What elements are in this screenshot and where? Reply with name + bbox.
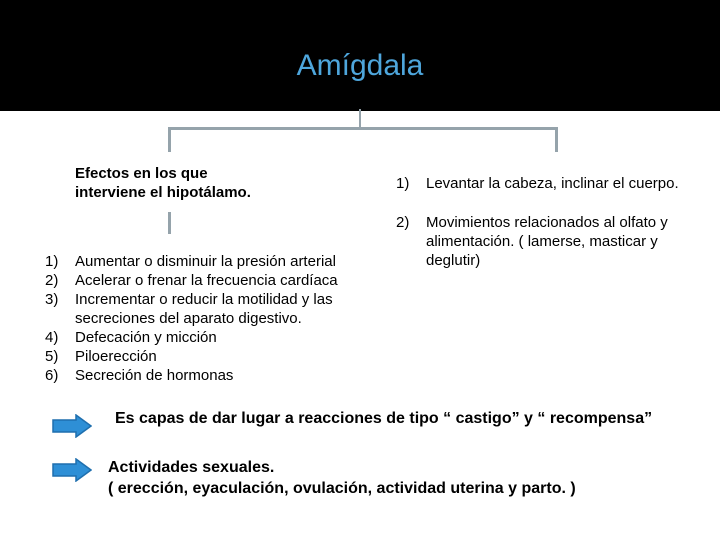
note-sexual-detail: ( erección, eyaculación, ovulación, actividad uterina y parto. ) <box>108 480 576 497</box>
list-item <box>45 252 365 271</box>
connector-left-drop <box>168 127 171 152</box>
list-number: 1) <box>45 253 59 270</box>
arrow-shape <box>53 415 91 437</box>
list-number: 5) <box>45 348 59 365</box>
connector-horizontal <box>168 127 558 130</box>
right-arrow-icon <box>52 414 92 438</box>
connector-left-sub <box>168 212 171 234</box>
list-text: Defecación y micción <box>75 329 217 346</box>
list-text: Secreción de hormonas <box>75 367 234 384</box>
list-text: Aumentar o disminuir la presión arterial <box>75 253 336 270</box>
list-item <box>45 366 365 385</box>
list-text: Levantar la cabeza, inclinar el cuerpo. <box>426 175 679 192</box>
list-item <box>45 328 365 347</box>
list-number: 2) <box>45 272 59 289</box>
connector-right-drop <box>555 127 558 152</box>
left-list <box>45 252 365 385</box>
list-item <box>45 271 365 290</box>
list-number: 6) <box>45 367 59 384</box>
list-item <box>396 174 688 193</box>
note-castigo-recompensa: Es capas de dar lugar a reacciones de tipo “ castigo” y “ recompensa” <box>115 410 653 427</box>
left-heading: Efectos en los que interviene el hipotálamo. <box>75 165 251 201</box>
connector-stem <box>359 109 361 129</box>
list-item <box>396 213 688 270</box>
title-banner <box>0 0 720 111</box>
list-text: Acelerar o frenar la frecuencia cardíaca <box>75 272 338 289</box>
list-number: 2) <box>396 214 410 231</box>
arrow-shape <box>53 459 91 481</box>
list-item <box>45 290 365 328</box>
list-text: Movimientos relacionados al olfato y alimentación. ( lamerse, masticar y deglutir) <box>426 214 668 269</box>
slide-title: Amígdala <box>296 49 424 82</box>
note-sexual-heading: Actividades sexuales. <box>108 459 275 476</box>
list-number: 4) <box>45 329 59 346</box>
list-number: 1) <box>396 175 410 192</box>
right-arrow-icon <box>52 458 92 482</box>
list-number: 3) <box>45 291 59 308</box>
list-text: Piloerección <box>75 348 157 365</box>
right-list <box>396 174 688 270</box>
list-item <box>45 347 365 366</box>
list-text: Incrementar o reducir la motilidad y las secreciones del aparato digestivo. <box>75 291 333 327</box>
